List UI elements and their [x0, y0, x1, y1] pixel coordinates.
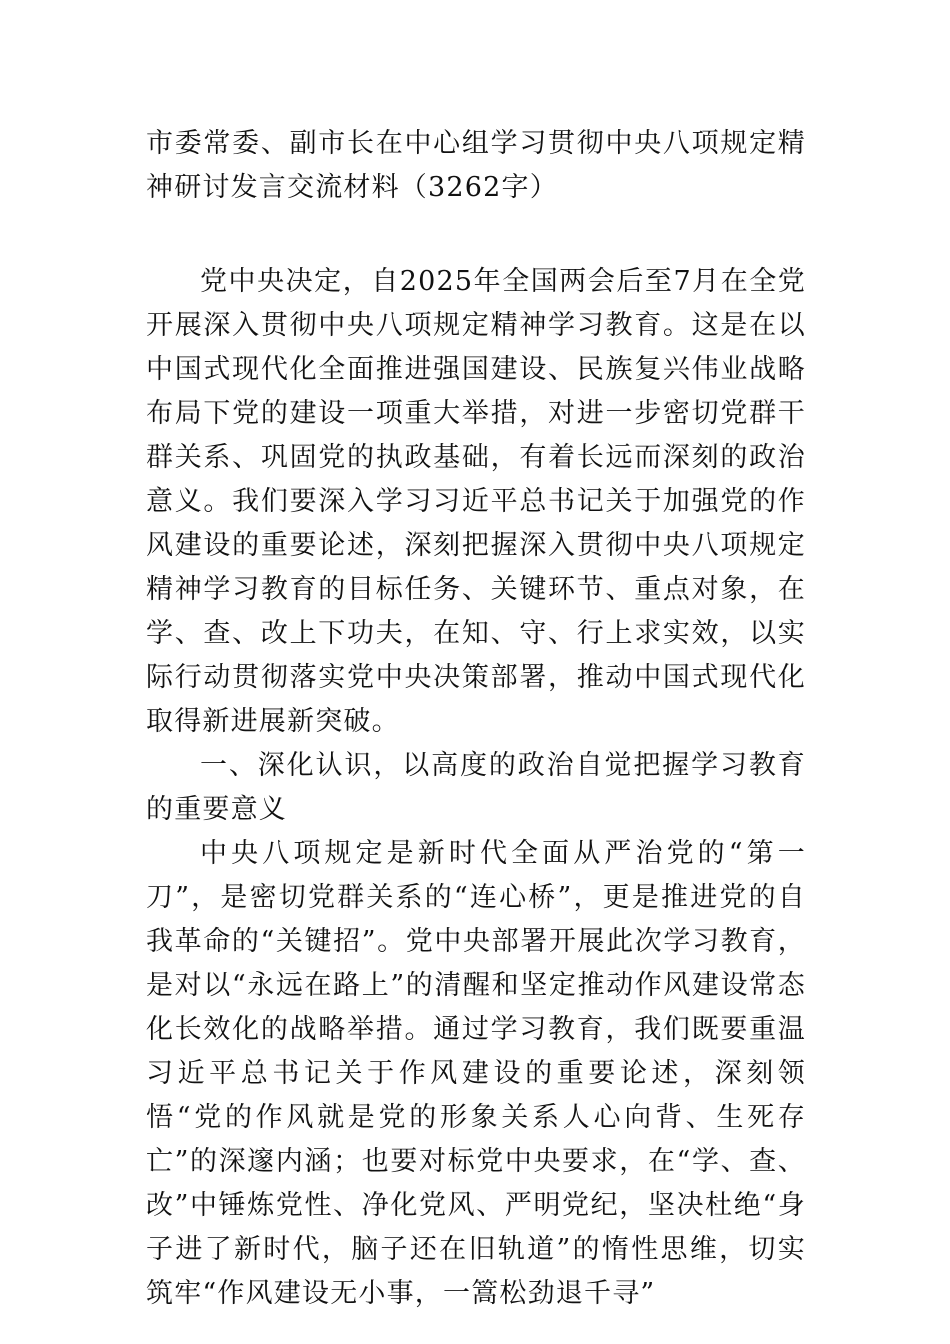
section-1-paragraph: 中央八项规定是新时代全面从严治党的“第一刀”，是密切党群关系的“连心桥”，更是推进党的自我革命的“关键招”。党中央部署开展此次学习教育，是对以“永远在路上”的清醒和坚定推动作风建设常态化长效化的战略举措。通过学习教育，我们既要重温习近平总书记关于作风建设的重要论述，深刻领悟“党的作风就是党的形象关系人心向背、生死存亡”的深邃内涵；也要对标党中央要求，在“学、查、改”中锤炼党性、净化党风、严明党纪，坚决杜绝“身子进了新时代，脑子还在旧轨道”的惰性思维，切实筑牢“作风建设无小事，一篙松劲退千寻” — [146, 838, 806, 1309]
intro-paragraph: 党中央决定，自2025年全国两会后至7月在全党开展深入贯彻中央八项规定精神学习教育。这是在以中国式现代化全面推进强国建设、民族复兴伟业战略布局下党的建设一项重大举措，对进一步密切党群干群关系、巩固党的执政基础，有着长远而深刻的政治意义。我们要深入学习习近平总书记关于加强党的作风建设的重要论述，深刻把握深入贯彻中央八项规定精神学习教育的目标任务、关键环节、重点对象，在学、查、改上下功夫，在知、守、行上求实效，以实际行动贯彻落实党中央决策部署，推动中国式现代化取得新进展新突破。 — [146, 266, 806, 737]
section-heading-1: 一、深化认识，以高度的政治自觉把握学习教育的重要意义 — [146, 750, 806, 825]
document-body — [146, 122, 806, 1316]
document-title: 市委常委、副市长在中心组学习贯彻中央八项规定精神研讨发言交流材料（3262字） — [146, 128, 806, 203]
